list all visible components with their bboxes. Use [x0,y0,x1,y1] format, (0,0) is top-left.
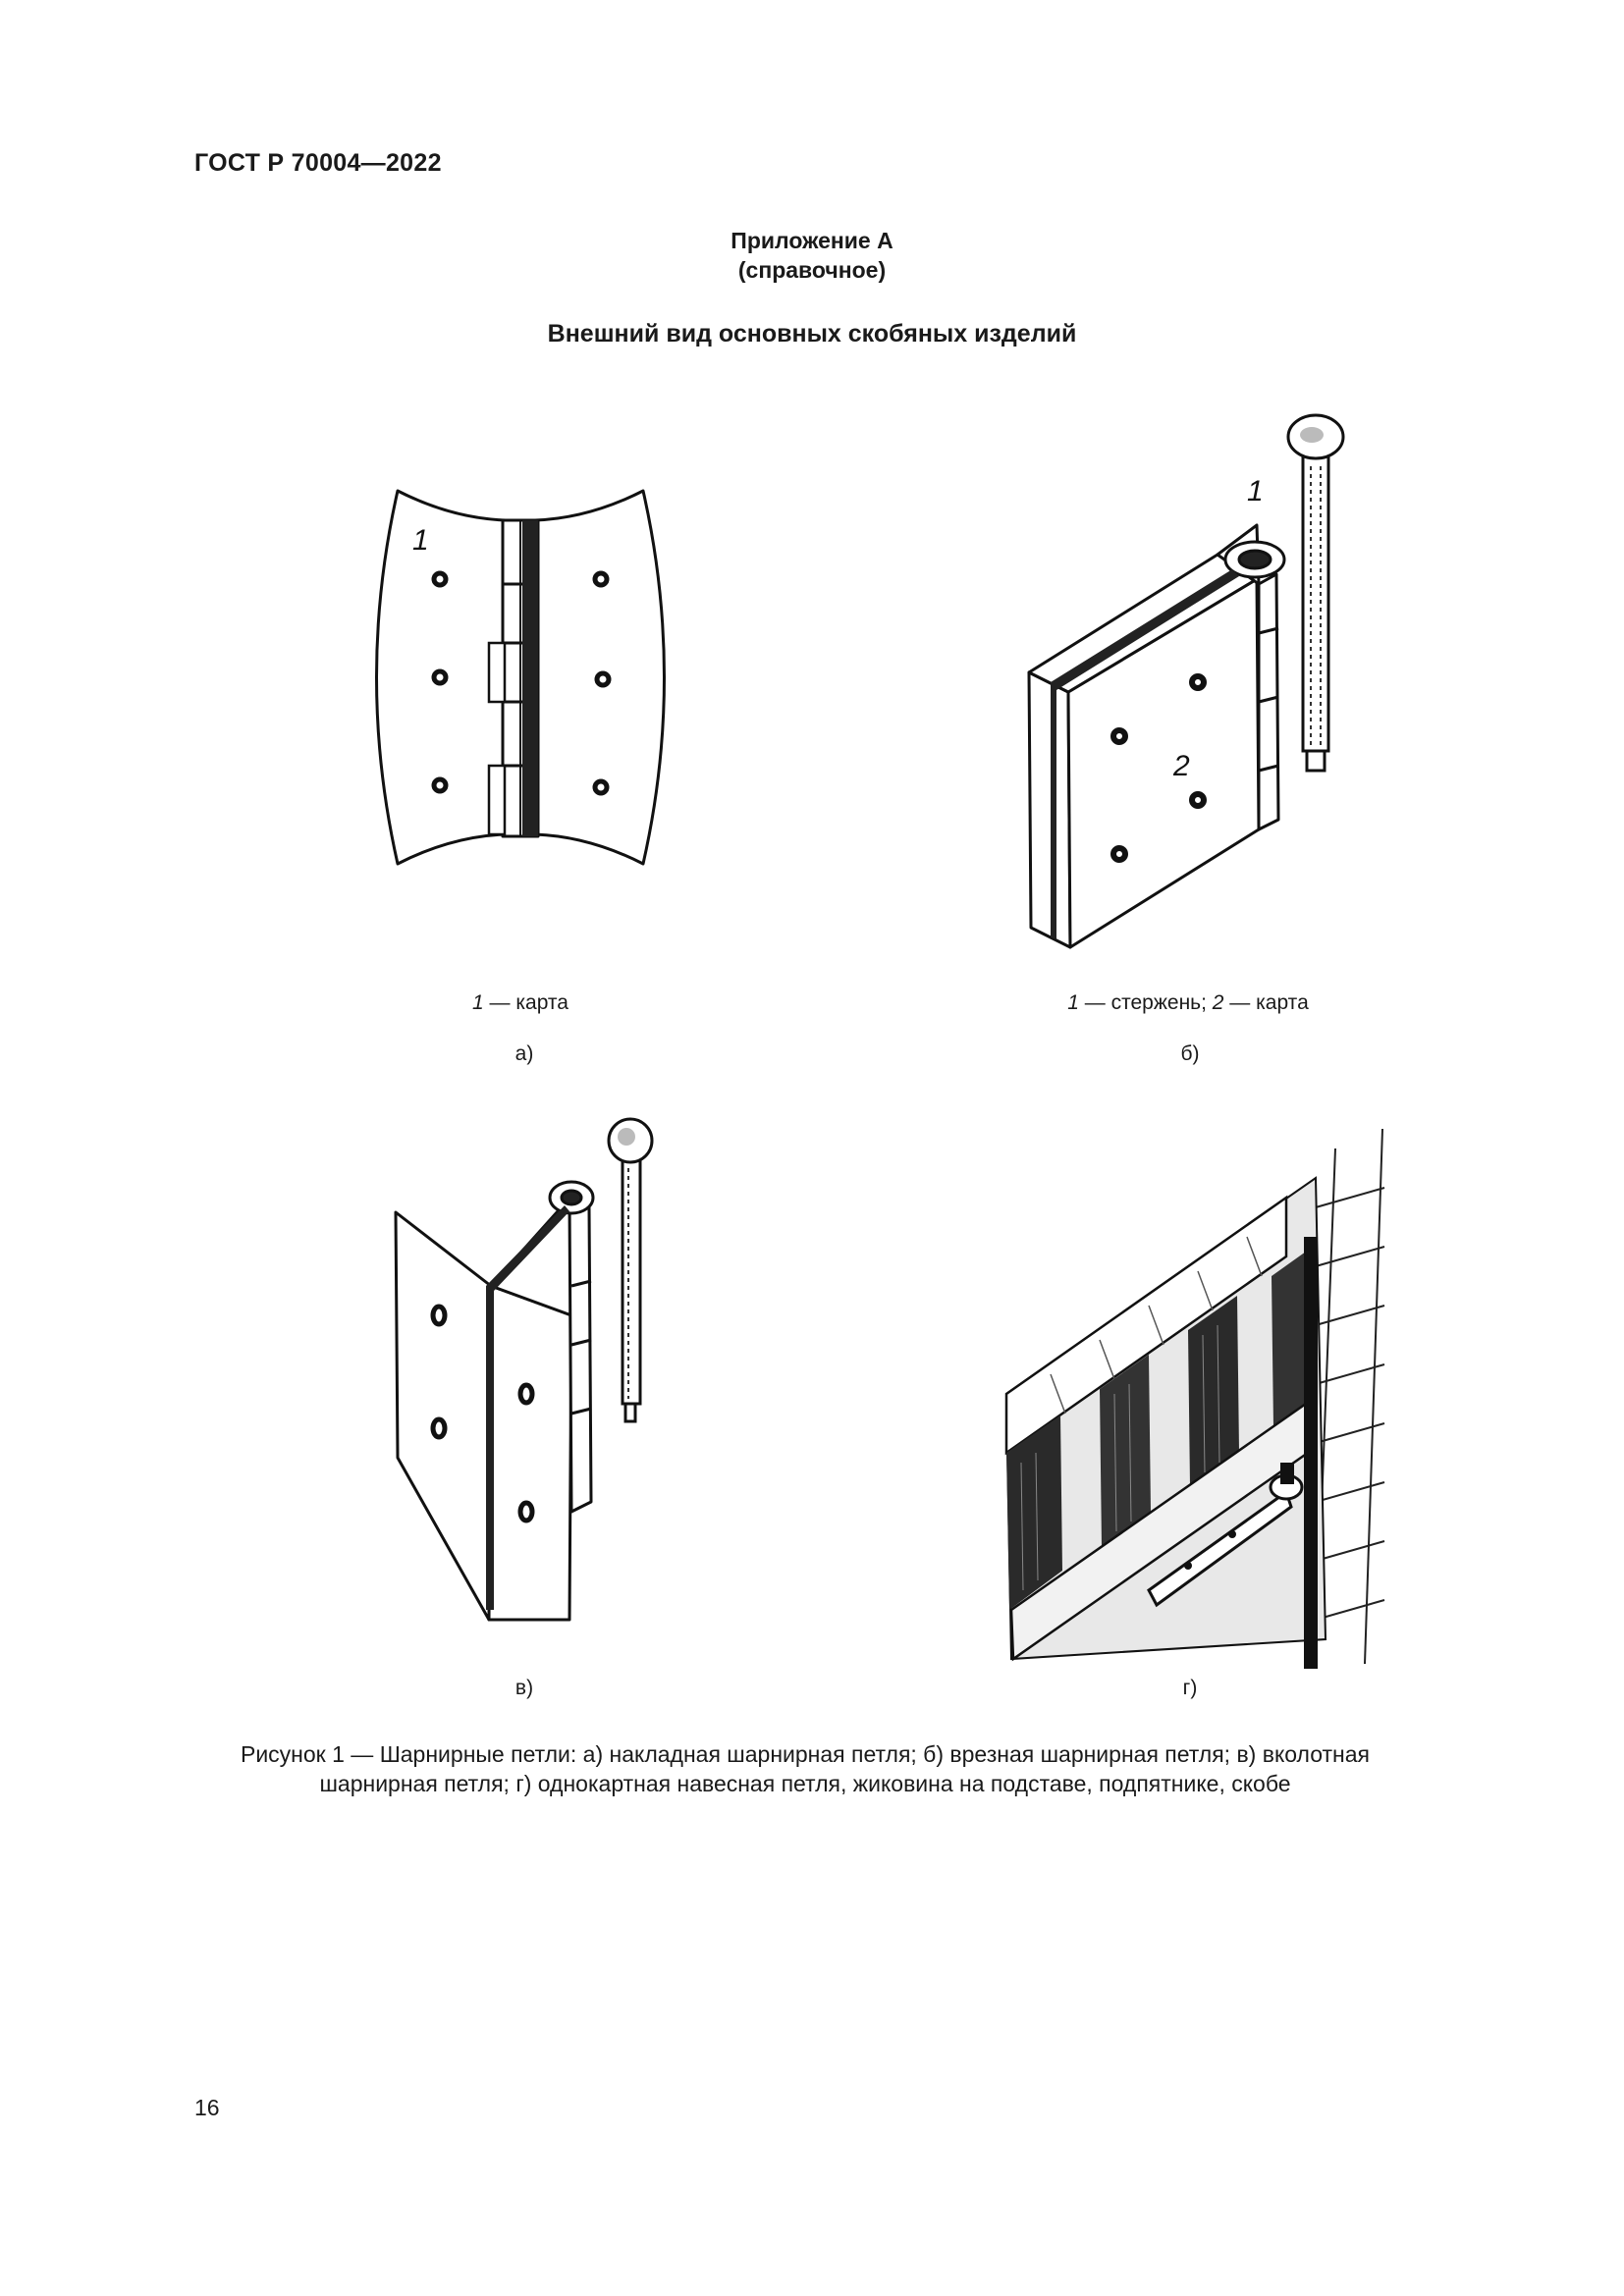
legend-number: 1 [1067,991,1079,1014]
figure-d-label: г) [1182,1677,1198,1699]
legend-number: 2 [1212,991,1224,1014]
legend-number: 1 [472,991,484,1014]
legend-text: — карта [483,991,568,1014]
legend-text: — стержень; [1078,991,1213,1014]
callout-2: 2 [1173,750,1190,782]
figure-d-strap-hinge [992,1090,1404,1669]
document-code: ГОСТ Р 70004—2022 [194,149,442,177]
page-number: 16 [194,2095,220,2120]
annex-kind: (справочное) [737,257,887,283]
section-title: Внешний вид основных скобяных изделий [547,320,1077,347]
figure-a-legend [373,991,668,1015]
figure-c-label: в) [514,1677,534,1699]
figure-c-driven-hinge [383,1109,697,1639]
figure-caption [196,1739,1414,1798]
legend-text: — карта [1223,991,1309,1014]
figure-a-butt-hinge [353,471,687,893]
figure-b-label: б) [1180,1042,1200,1065]
callout-1: 1 [412,524,429,557]
figure-caption-line: шарнирная петля; г) однокартная навесная петля, жиковина на подставе, подпятнике, скобе [319,1771,1291,1796]
figure-b-legend [992,991,1384,1015]
callout-1: 1 [1247,475,1264,507]
figure-a-label: а) [514,1042,534,1065]
annex-title: Приложение А [731,228,893,253]
figure-b-mortise-hinge [1011,407,1365,957]
figure-caption-line: Рисунок 1 — Шарнирные петли: а) накладная шарнирная петля; б) врезная шарнирная петля; в) вколотная [240,1741,1370,1767]
